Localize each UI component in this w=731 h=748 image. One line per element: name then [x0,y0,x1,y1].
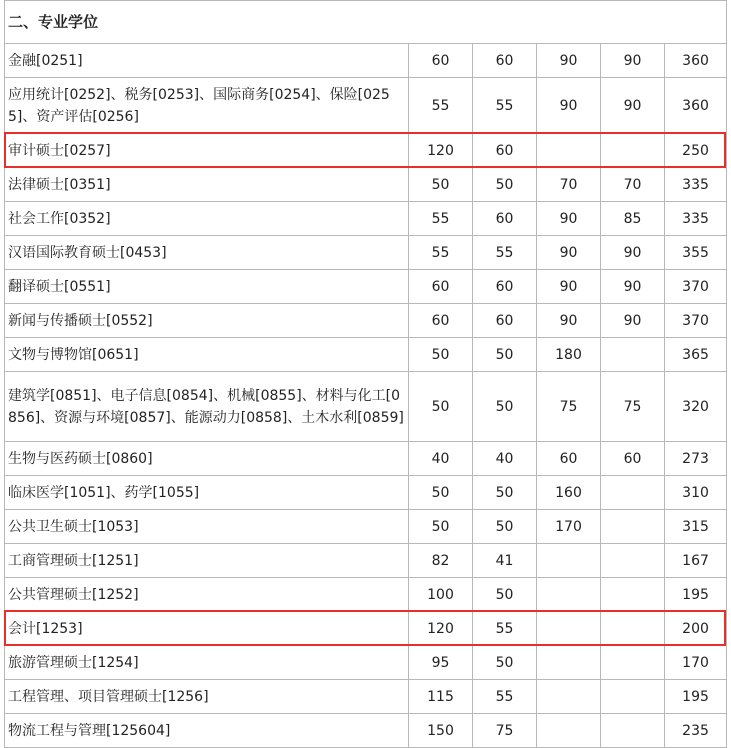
score-cell: 90 [601,270,665,304]
score-cell [601,578,665,612]
score-cell: 90 [601,236,665,270]
total-score-cell: 360 [665,44,727,78]
score-cell: 50 [473,510,537,544]
program-name-cell: 汉语国际教育硕士[0453] [5,236,409,270]
total-score-cell: 195 [665,680,727,714]
program-name-cell: 公共管理硕士[1252] [5,578,409,612]
score-cell: 75 [537,372,601,442]
score-cell [601,646,665,680]
program-name-cell: 法律硕士[0351] [5,168,409,202]
score-cell: 60 [473,304,537,338]
score-cell: 180 [537,338,601,372]
program-name-cell: 工程管理、项目管理硕士[1256] [5,680,409,714]
score-cell: 120 [409,134,473,168]
score-cell: 115 [409,680,473,714]
score-cell: 60 [473,44,537,78]
program-name-cell: 临床医学[1051]、药学[1055] [5,476,409,510]
score-cell: 90 [537,304,601,338]
score-cell: 50 [473,476,537,510]
score-cell [537,134,601,168]
table-row [5,338,727,372]
total-score-cell: 370 [665,304,727,338]
score-cell: 55 [409,236,473,270]
score-cell: 90 [537,44,601,78]
table-row [5,476,727,510]
total-score-cell: 360 [665,78,727,134]
score-cell: 90 [537,270,601,304]
total-score-cell: 273 [665,442,727,476]
score-cell: 50 [409,510,473,544]
score-cell: 60 [601,442,665,476]
score-cell: 55 [473,612,537,646]
score-cell: 75 [473,714,537,748]
program-name-cell: 新闻与传播硕士[0552] [5,304,409,338]
score-cell: 100 [409,578,473,612]
total-score-cell: 335 [665,168,727,202]
total-score-cell: 170 [665,646,727,680]
score-cell: 40 [473,442,537,476]
score-cell: 50 [473,338,537,372]
score-cell: 82 [409,544,473,578]
score-cell: 90 [601,44,665,78]
score-cell: 90 [537,236,601,270]
total-score-cell: 315 [665,510,727,544]
score-cell: 90 [537,78,601,134]
score-cell: 50 [473,578,537,612]
score-cell: 50 [409,372,473,442]
table-row [5,680,727,714]
program-name-cell: 审计硕士[0257] [5,134,409,168]
score-cell: 50 [473,168,537,202]
score-cell: 160 [537,476,601,510]
table-row [5,612,727,646]
score-cell [601,680,665,714]
score-cell: 85 [601,202,665,236]
section-header-row [5,1,727,44]
score-cell: 50 [473,646,537,680]
score-cell [601,612,665,646]
score-cell [537,612,601,646]
total-score-cell: 235 [665,714,727,748]
score-cell: 90 [601,304,665,338]
score-cell [537,544,601,578]
score-cell [601,544,665,578]
total-score-cell: 200 [665,612,727,646]
score-cell: 70 [601,168,665,202]
table-row [5,168,727,202]
score-cell: 70 [537,168,601,202]
program-name-cell: 文物与博物馆[0651] [5,338,409,372]
table-row [5,304,727,338]
score-cell: 60 [537,442,601,476]
score-cell: 90 [537,202,601,236]
program-name-cell: 会计[1253] [5,612,409,646]
table-row [5,372,727,442]
score-table-container [4,0,726,744]
total-score-cell: 167 [665,544,727,578]
score-cell: 40 [409,442,473,476]
table-row [5,510,727,544]
score-cell: 170 [537,510,601,544]
score-cell [601,338,665,372]
program-name-cell: 金融[0251] [5,44,409,78]
score-cell: 60 [473,134,537,168]
score-cell: 50 [473,372,537,442]
score-cell [601,476,665,510]
score-cell: 41 [473,544,537,578]
program-name-cell: 公共卫生硕士[1053] [5,510,409,544]
program-name-cell: 物流工程与管理[125604] [5,714,409,748]
score-cell: 75 [601,372,665,442]
score-cell: 60 [409,270,473,304]
score-cell: 90 [601,78,665,134]
program-name-cell: 工商管理硕士[1251] [5,544,409,578]
score-table [4,0,727,748]
score-cell: 60 [473,202,537,236]
program-name-cell: 建筑学[0851]、电子信息[0854]、机械[0855]、材料与化工[0856]、资源与环境[0857]、能源动力[0858]、土木水利[0859] [5,372,409,442]
score-cell: 60 [473,270,537,304]
table-row [5,646,727,680]
table-row [5,270,727,304]
table-row [5,134,727,168]
score-cell: 150 [409,714,473,748]
score-cell: 55 [409,78,473,134]
program-name-cell: 生物与医药硕士[0860] [5,442,409,476]
total-score-cell: 250 [665,134,727,168]
score-cell: 55 [473,236,537,270]
total-score-cell: 335 [665,202,727,236]
table-row [5,78,727,134]
program-name-cell: 应用统计[0252]、税务[0253]、国际商务[0254]、保险[0255]、资产评估[0256] [5,78,409,134]
score-cell: 50 [409,476,473,510]
score-cell: 60 [409,304,473,338]
table-row [5,202,727,236]
table-row [5,544,727,578]
total-score-cell: 195 [665,578,727,612]
table-row [5,236,727,270]
score-cell [537,680,601,714]
score-cell [601,134,665,168]
score-cell: 55 [409,202,473,236]
table-row [5,714,727,748]
total-score-cell: 365 [665,338,727,372]
score-cell: 55 [473,78,537,134]
total-score-cell: 310 [665,476,727,510]
table-row [5,442,727,476]
score-cell: 50 [409,168,473,202]
section-title: 二、专业学位 [5,1,727,44]
score-cell: 95 [409,646,473,680]
total-score-cell: 370 [665,270,727,304]
score-cell [537,578,601,612]
score-cell [601,510,665,544]
score-cell: 60 [409,44,473,78]
program-name-cell: 旅游管理硕士[1254] [5,646,409,680]
total-score-cell: 320 [665,372,727,442]
program-name-cell: 社会工作[0352] [5,202,409,236]
program-name-cell: 翻译硕士[0551] [5,270,409,304]
total-score-cell: 355 [665,236,727,270]
score-cell: 55 [473,680,537,714]
score-cell [537,646,601,680]
score-cell [537,714,601,748]
score-cell [601,714,665,748]
table-row [5,578,727,612]
score-cell: 120 [409,612,473,646]
table-row [5,44,727,78]
score-cell: 50 [409,338,473,372]
